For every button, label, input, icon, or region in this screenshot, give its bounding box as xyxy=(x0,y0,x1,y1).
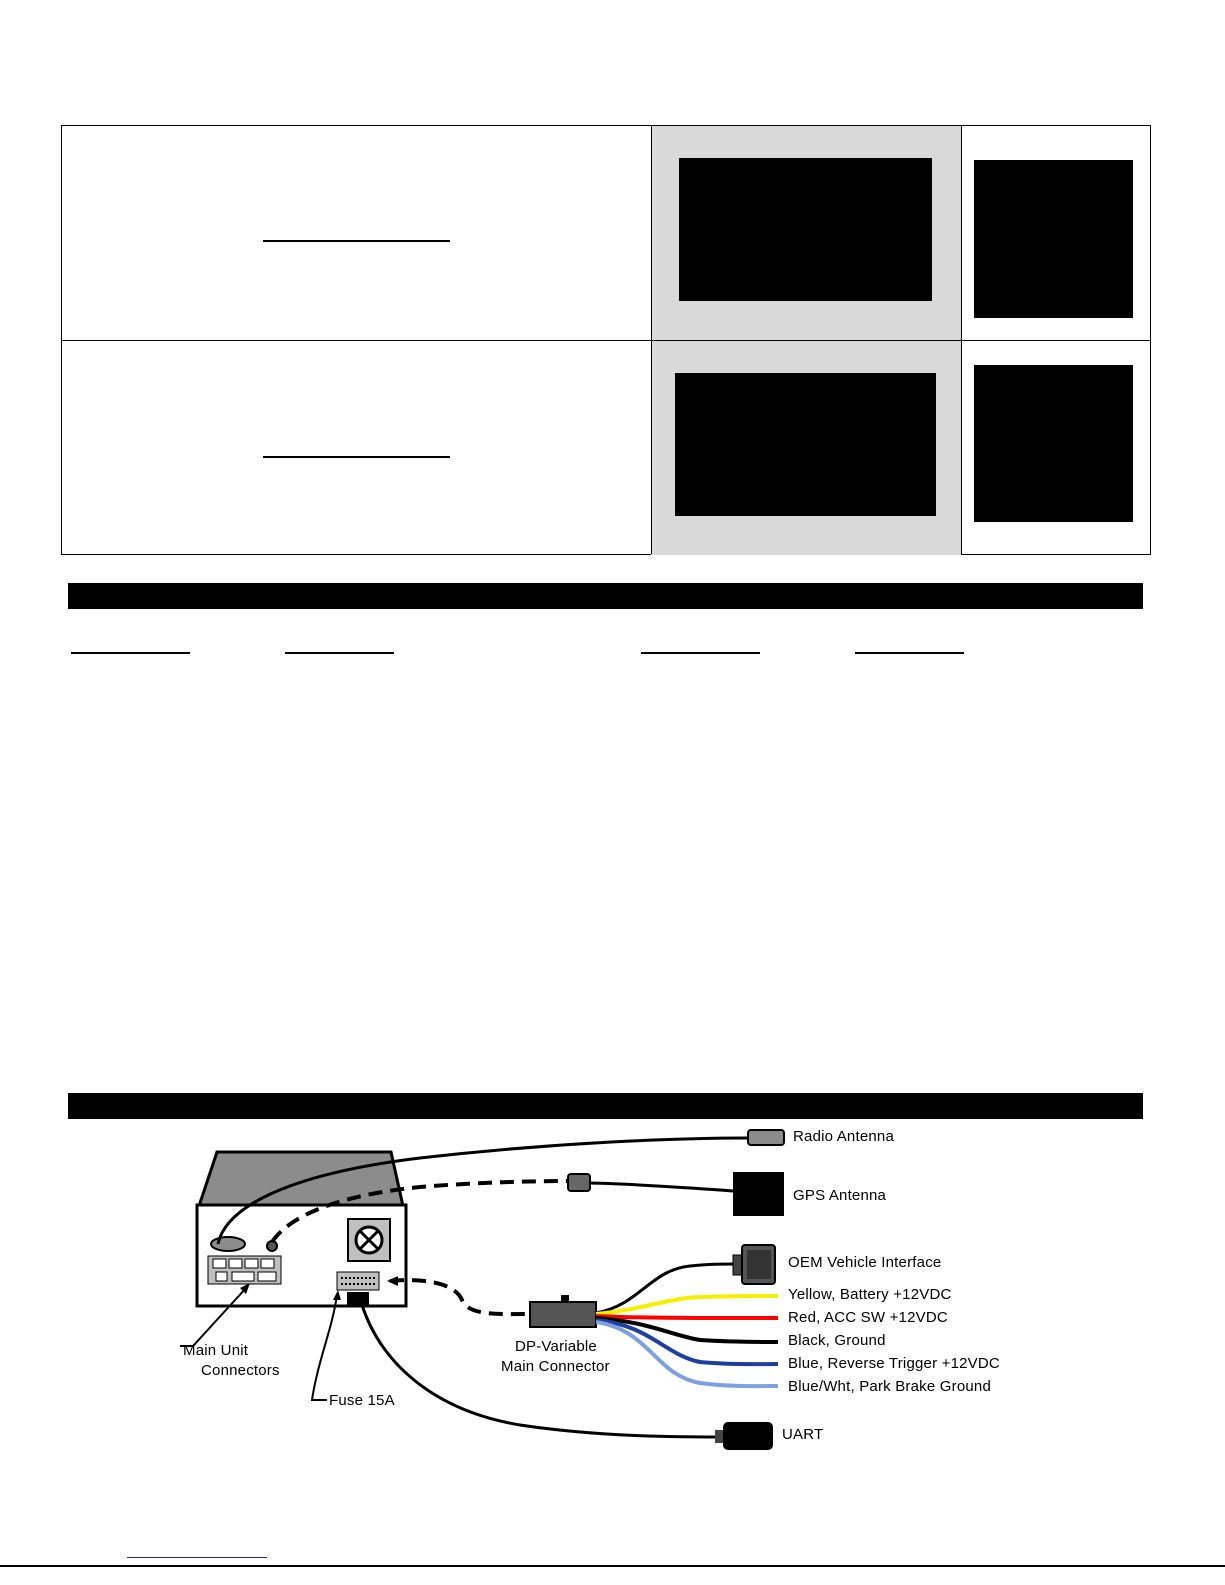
label-main-unit-line1: Main Unit xyxy=(183,1342,249,1359)
yellow-wire xyxy=(596,1296,778,1314)
label-uart: UART xyxy=(782,1426,824,1443)
label-blue-wire: Blue, Reverse Trigger +12VDC xyxy=(788,1355,1000,1372)
label-main-connector-line2: Main Connector xyxy=(501,1358,610,1375)
dp-variable-main-connector xyxy=(530,1302,596,1327)
footer-rule xyxy=(0,1565,1225,1567)
label-radio-antenna: Radio Antenna xyxy=(793,1128,895,1145)
label-fuse: Fuse 15A xyxy=(329,1392,395,1409)
label-yellow-wire: Yellow, Battery +12VDC xyxy=(788,1286,952,1303)
label-gps-antenna: GPS Antenna xyxy=(793,1187,887,1204)
fuse-leader xyxy=(312,1295,337,1400)
gps-antenna-cable xyxy=(590,1183,733,1191)
label-black-wire: Black, Ground xyxy=(788,1332,886,1349)
label-oem-interface: OEM Vehicle Interface xyxy=(788,1254,942,1271)
label-main-unit-line2: Connectors xyxy=(201,1362,280,1379)
main-unit-box xyxy=(197,1152,406,1306)
label-bluewht-wire: Blue/Wht, Park Brake Ground xyxy=(788,1378,991,1395)
label-red-wire: Red, ACC SW +12VDC xyxy=(788,1309,948,1326)
radio-antenna-plug xyxy=(748,1130,784,1145)
oem-connector xyxy=(733,1245,775,1284)
footer-link-underline xyxy=(127,1557,267,1558)
bluewht-wire xyxy=(596,1322,778,1386)
uart-plug xyxy=(723,1422,773,1450)
gps-antenna-block xyxy=(733,1172,784,1216)
red-wire xyxy=(596,1316,778,1318)
label-main-connector-line1: DP-Variable xyxy=(515,1338,597,1355)
oem-cable xyxy=(596,1264,737,1313)
gps-antenna-connector xyxy=(568,1174,590,1191)
main-connector-dashed-cable xyxy=(390,1280,530,1314)
